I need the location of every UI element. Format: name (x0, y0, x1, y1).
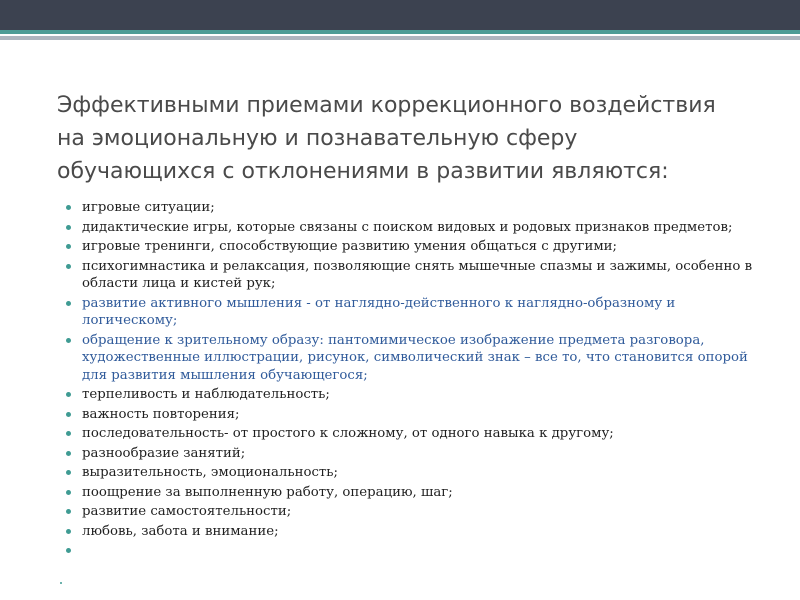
list-item-text: игровые ситуации; (82, 200, 215, 215)
title-line: на эмоциональную и познавательную сферу (57, 126, 578, 151)
bullet-dot-icon (66, 548, 71, 553)
bullet-dot-icon (66, 392, 71, 397)
decorative-dot (60, 582, 62, 584)
list-item-text: последовательность- от простого к сложному, от одного навыка к другому; (82, 426, 614, 441)
bullet-dot-icon (66, 490, 71, 495)
list-item-text: дидактические игры, которые связаны с поиском видовых и родовых признаков предметов; (82, 219, 733, 235)
list-item-text: поощрение за выполненную работу, операцию, шаг; (82, 484, 453, 500)
bullet-dot-icon (66, 225, 71, 230)
header-band (0, 0, 800, 30)
list-item-text: терпеливость и наблюдательность; (82, 387, 330, 402)
list-item-text: обращение к зрительному образу: пантомимическое изображение предмета разговора, художественные иллюстрации, рисунок, символический знак – все то, что становится опорой для развития мышления обучающегося; (82, 332, 748, 383)
bullet-dot-icon (66, 244, 71, 249)
list-item (66, 484, 756, 502)
list-item (66, 445, 756, 463)
list-item-text (82, 542, 756, 560)
list-item (66, 258, 756, 293)
bullet-dot-icon (66, 264, 71, 269)
title-line: обучающихся с отклонениями в развитии являются: (57, 159, 669, 184)
list-item (66, 332, 756, 385)
list-item (66, 219, 756, 237)
bullet-dot-icon (66, 529, 71, 534)
accent-line-teal (0, 30, 800, 34)
list-item-text: развитие активного мышления - от наглядно-действенного к наглядно-образному и логическому; (82, 295, 676, 328)
slide-title (57, 89, 777, 188)
bullet-dot-icon (66, 470, 71, 475)
bullet-dot-icon (66, 412, 71, 417)
list-item-text: развитие самостоятельности; (82, 504, 292, 519)
list-item-text: игровые тренинги, способствующие развитию умения общаться с другими; (82, 239, 618, 254)
list-item (66, 295, 756, 330)
bullet-dot-icon (66, 205, 71, 210)
list-item (66, 523, 756, 541)
bullet-dot-icon (66, 338, 71, 343)
list-item-text: разнообразие занятий; (82, 445, 246, 461)
accent-line-gray (0, 36, 800, 40)
bullet-dot-icon (66, 301, 71, 306)
list-item-text: психогимнастика и релаксация, позволяющие снять мышечные спазмы и зажимы, особенно в области лица и кистей рук; (82, 258, 753, 291)
list-item-text: любовь, забота и внимание; (82, 523, 279, 539)
list-item (66, 503, 756, 521)
list-item-text: выразительность, эмоциональность; (82, 465, 338, 480)
list-item (66, 425, 756, 443)
list-item (66, 406, 756, 424)
bullet-dot-icon (66, 431, 71, 436)
list-item (66, 199, 756, 217)
list-item-text: важность повторения; (82, 406, 240, 422)
bullet-dot-icon (66, 509, 71, 514)
title-line: Эффективными приемами коррекционного воздействия (57, 93, 716, 118)
list-item (66, 238, 756, 256)
list-item (66, 542, 756, 560)
bullet-dot-icon (66, 451, 71, 456)
list-item (66, 386, 756, 404)
bullet-list (66, 199, 756, 562)
list-item (66, 464, 756, 482)
